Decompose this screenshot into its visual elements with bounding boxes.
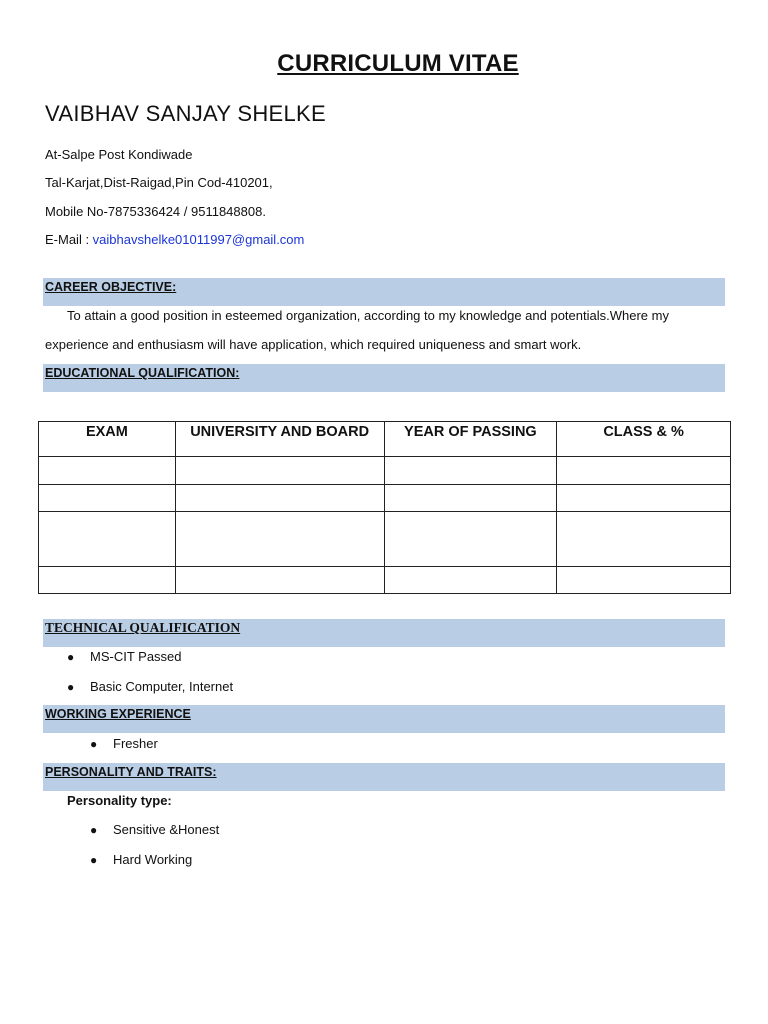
bullet-icon: ● (90, 823, 98, 837)
address-line-1: At-Salpe Post Kondiwade (45, 147, 193, 162)
list-item: Basic Computer, Internet (90, 679, 234, 694)
table-cell (557, 567, 731, 594)
education-table-header (39, 422, 731, 457)
table-cell (384, 512, 557, 567)
table-cell (384, 485, 557, 512)
candidate-name: VAIBHAV SANJAY SHELKE (45, 101, 326, 126)
table-cell (175, 512, 384, 567)
column-header-class: CLASS & % (557, 422, 731, 457)
table-cell (557, 457, 731, 485)
email-line (45, 232, 304, 247)
bullet-icon: ● (90, 853, 98, 867)
table-row (39, 457, 731, 485)
experience-heading: WORKING EXPERIENCE (45, 707, 191, 721)
career-objective-line-1: To attain a good position in esteemed organization, according to my knowledge and potentials.Where my (67, 308, 669, 323)
technical-bar (43, 619, 725, 647)
column-header-exam: EXAM (39, 422, 176, 457)
bullet-icon: ● (90, 737, 98, 751)
education-heading: EDUCATIONAL QUALIFICATION: (45, 366, 240, 380)
education-bar (43, 364, 725, 392)
table-cell (175, 485, 384, 512)
table-row (39, 485, 731, 512)
experience-bar (43, 705, 725, 733)
list-item: Sensitive &Honest (113, 822, 220, 837)
column-header-university: UNIVERSITY AND BOARD (175, 422, 384, 457)
table-cell (39, 457, 176, 485)
personality-heading: PERSONALITY AND TRAITS: (45, 765, 217, 779)
table-cell (39, 512, 176, 567)
table-cell (39, 567, 176, 594)
career-objective-heading: CAREER OBJECTIVE: (45, 280, 177, 294)
career-objective-bar (43, 278, 725, 306)
email-label: E-Mail : (45, 232, 93, 247)
table-row (39, 567, 731, 594)
table-cell (175, 567, 384, 594)
bullet-icon: ● (67, 680, 75, 694)
table-cell (557, 485, 731, 512)
list-item: Hard Working (113, 852, 193, 867)
personality-type-label: Personality type: (67, 793, 172, 808)
list-item: MS-CIT Passed (90, 649, 182, 664)
table-row (39, 512, 731, 567)
list-item: Fresher (113, 736, 158, 751)
bullet-icon: ● (67, 650, 75, 664)
document-title: CURRICULUM VITAE (277, 50, 519, 77)
table-cell (384, 567, 557, 594)
table-cell (39, 485, 176, 512)
address-line-2: Tal-Karjat,Dist-Raigad,Pin Cod-410201, (45, 175, 273, 190)
career-objective-line-2: experience and enthusiasm will have application, which required uniqueness and smart work. (45, 337, 582, 352)
column-header-year: YEAR OF PASSING (384, 422, 557, 457)
personality-bar (43, 763, 725, 791)
table-cell (557, 512, 731, 567)
education-table (38, 421, 731, 594)
table-cell (175, 457, 384, 485)
table-cell (384, 457, 557, 485)
technical-heading: TECHNICAL QUALIFICATION (45, 620, 241, 635)
email-link[interactable]: vaibhavshelke01011997@gmail.com (92, 232, 305, 247)
mobile-number: Mobile No-7875336424 / 9511848808. (45, 204, 266, 219)
